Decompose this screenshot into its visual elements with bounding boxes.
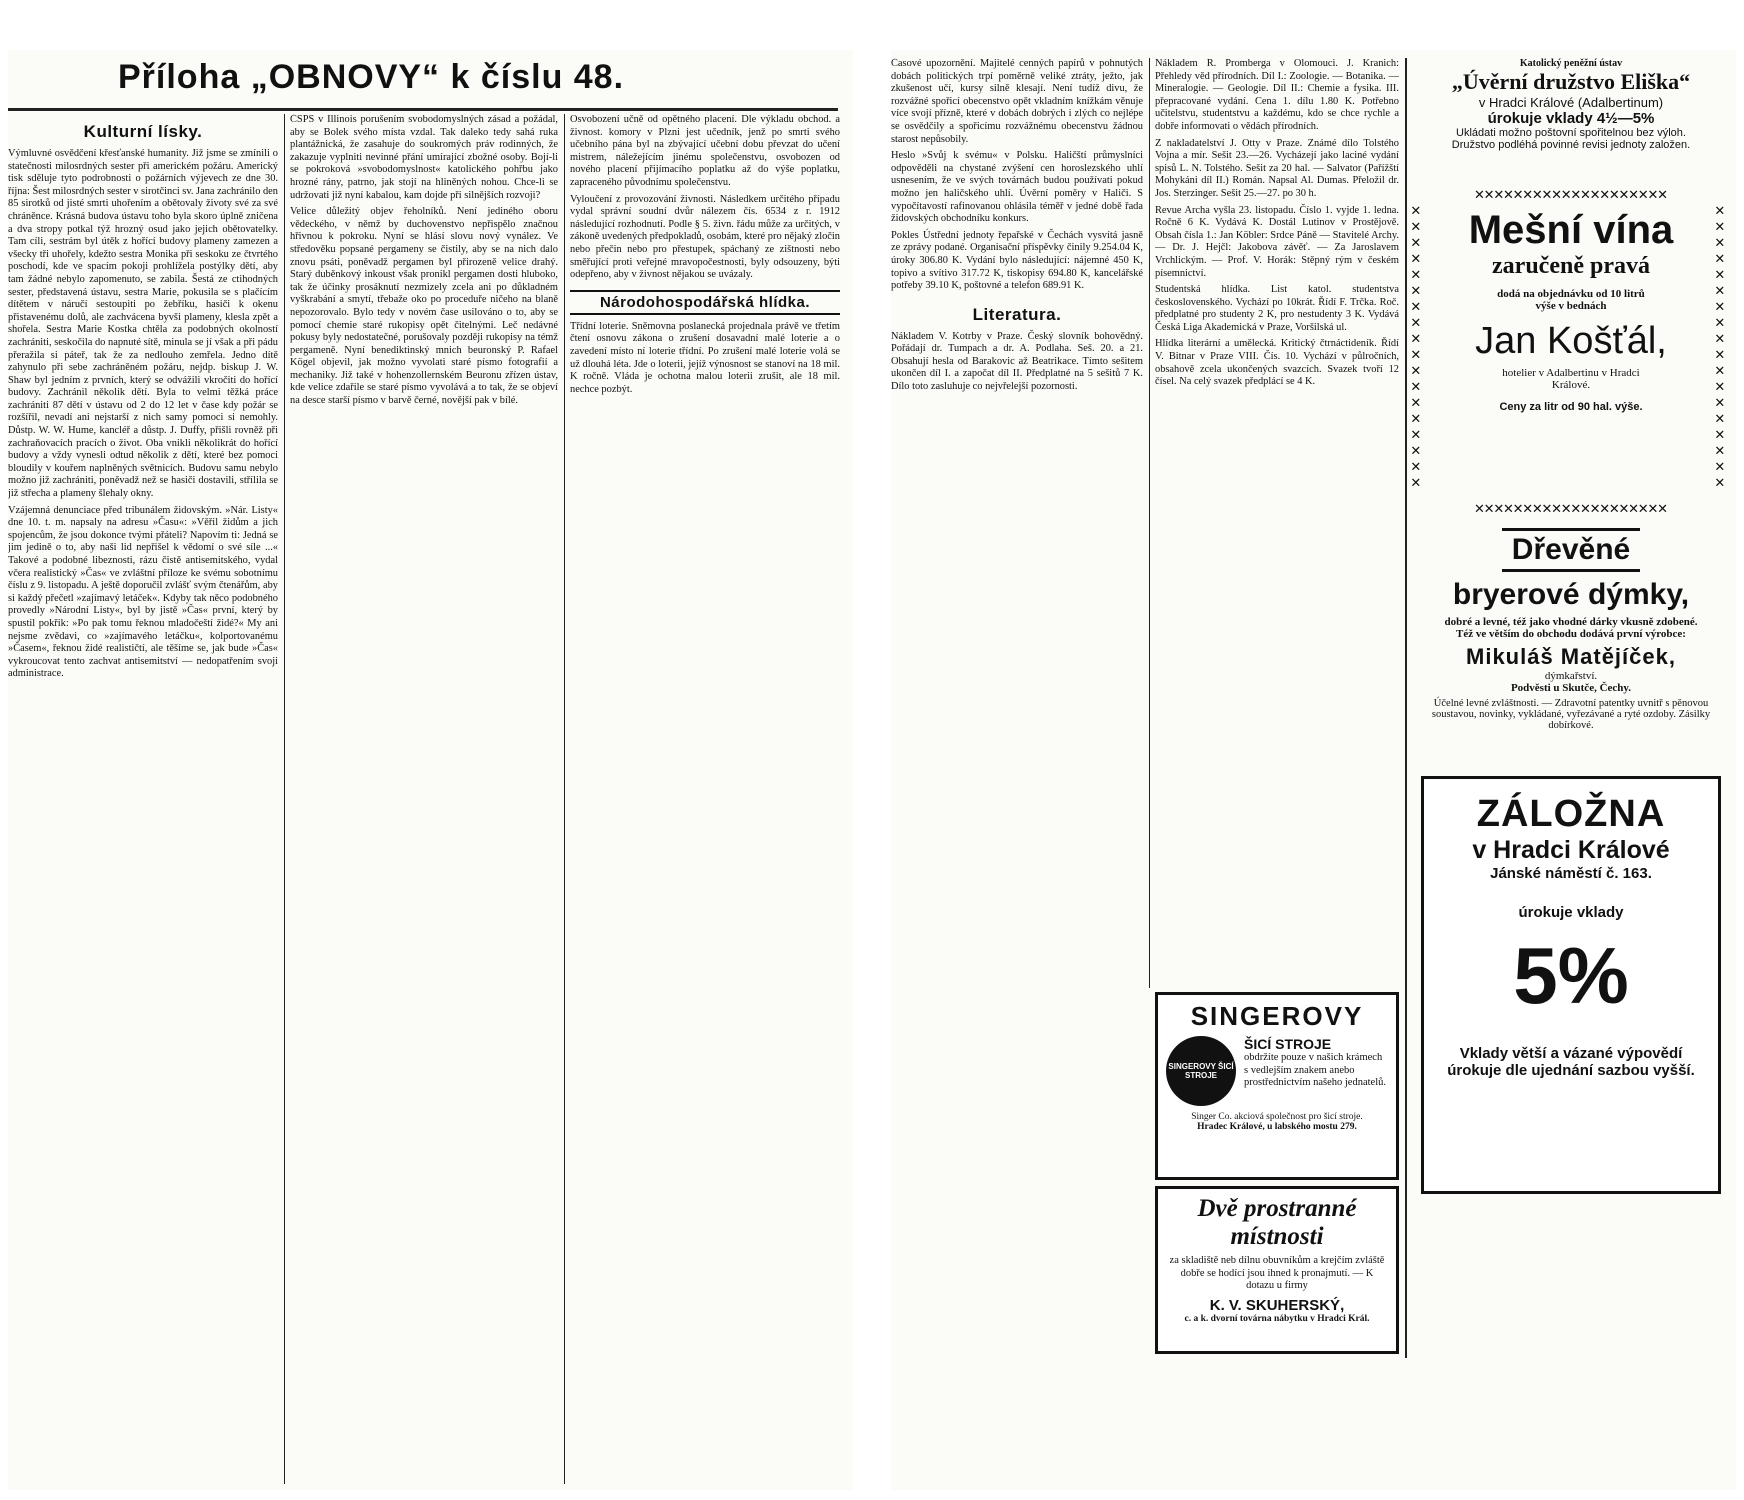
bank-subtitle: v Hradci Králové: [1472, 836, 1670, 864]
rooms-firm-footer: c. a k. dvorní továrna nábytku v Hradci Král.: [1184, 1313, 1370, 1324]
pipes-title-2: bryerové dýmky,: [1452, 578, 1690, 611]
wine-advertisement: [1411, 186, 1731, 516]
section-heading-literature: Literatura.: [972, 304, 1062, 324]
bank-title: ZÁLOŽNA: [1476, 793, 1666, 835]
left-column-1: [8, 114, 278, 1490]
decorative-border-right: ✕✕✕✕✕✕✕✕✕✕✕✕✕✕✕✕✕✕: [1715, 202, 1725, 491]
singer-footer-company: Singer Co. akciová společnost pro šicí stroje.: [1191, 1112, 1363, 1122]
article-kotrba: Nákladem V. Kotrby v Praze. Český slovník bohovědný. Pořádají dr. Tumpach a dr. A. Podlaha. Seš. 20. a 21. Obsahují hesla od Barakovic až Beatrikace. Tímto sešitem ukončen díl I. a započat díl II. Předplatné na 5 sešitů 7 K. Dílo toto zasluhuje co nejvřelejší pozornosti.: [891, 330, 1143, 393]
right-ads-column: [1411, 58, 1731, 1358]
rooms-title-2: místnosti: [1230, 1223, 1324, 1250]
article-beet-union: Pokles Ústřední jednoty řepařské v Čechách vysvítá jasně ze zprávy podané. Organisační příspěvky činily 9.254.04 K, úroky 306.80 K. Vydání bylo následující: nájemné 450 K, topivo a svítivo 317.72 K, tiskopisy 694.80 K, kancelářské potřeby 39.10 K, poštovné a telefon 689.91 K.: [891, 229, 1143, 292]
decorative-border-top: ✕✕✕✕✕✕✕✕✕✕✕✕✕✕✕✕✕✕✕✕: [1474, 186, 1668, 202]
article-bolek: ČSPS v Illinois porušením svobodomyslných zásad a požádal, aby se Bolek svého místa vzdal. Tak daleko tedy sahá ruka plantážnická, že zasahuje do soukromých práv rodinných, že zakazuje vyplniti nevinné přání umírající zbožné osoby. Bojí-li se pokroková »svobodomyslnost« katolického pohřbu jako hrozné rány, patrno, jak stojí na hliněných nohou. Chce-li se udržovati již nyní kabalou, kam dojde při silnějších rozvoji?: [290, 114, 558, 201]
eliska-name: „Úvěrní družstvo Eliška“: [1451, 69, 1691, 94]
eliska-line-5: Družstvo podléhá povinné revisi jednoty založen.: [1451, 139, 1691, 151]
article-poland: Heslo »Svůj k svému« v Polsku. Haličští průmyslníci odpověděli na chystané zvýšení cen horoslezského uhlí usnesením, že ve svých továrnách budou používati pokud možno jen haličského uhlí. Úvěrní poměry v Haliči. S vypočítavostí rafinovanou ohlásila téměř v jedné době řada židovských obchodníku konkurs.: [891, 150, 1143, 225]
article-discovery: Velice důležitý objev řeholníků. Není jediného oboru vědeckého, v němž by duchovenstvo nepřispělo značnou hřivnou k pokroku. Nyní se hlásí slovu nový vynález. Ve středověku popsané pergameny se čistily, aby se na nich dalo znovu psáti, poněvadž pergamen byl přirozeně velice drahý. Starý duběnkový inkoust však pronikl pergamen dosti hluboko, tak že účinky prosáknutí nezmizely zcela ani po důkladném vyškrabání a smytí, třebaže oko po proceduře ničeho na blaně nepozorovalo. Bylo tedy v novém čase usilováno o to, aby se pomocí chemie staré rukopisy opět čitelnými. Leč nedávné pokusy byly nedostatečné, porušovaly později rukopisy na témž pergameně. Nyní benediktinský mnich beuronský P. Rafael Kögel objevil, jak možno vyvolati staré písmo fotografií a mechaniky. Již také v hohenzollernském Beuronu zřízen ústav, kde velice zdařile se staré písmo vyvolává a to tak, že se objeví na desce starší písmo v barvě černé, novější pak v bílé.: [290, 206, 558, 407]
pipes-line-3: Podvěsti u Skutče, Čechy.: [1510, 682, 1632, 694]
column-divider: [564, 114, 565, 1484]
article-lottery: Třídní loterie. Sněmovna poslanecká projednala právě ve třetím čtení osnovu zákona o zrušení dosavadní malé loterie a o zavedení místo ní loterie třídní. Po zrušení malé loterie volá se už dlouhá léta. Jde o loterii, jejíž výnosnost se stanoví na 18 mil. K ročně. Vláda je ochotna malou loterii zrušit, ale 18 mil. nechce pozbýt.: [570, 320, 840, 395]
masthead-title: Příloha „OBNOVY“ k číslu 48.: [118, 58, 625, 96]
article-promberg: Nákladem R. Promberga v Olomouci. J. Kranich: Přehledy věd přírodních. Díl I.: Zoologie. — Botanika. — Mineralogie. — Geologie. Díl II.: Chemie a fysika. III. přepracované vydání. Cena 1. dílu 1.80 K. Potřebno učitelstvu, studentstvu a každému, kdo se chce rychle a dobře informovati o vědách přírodních.: [1155, 58, 1399, 132]
bank-line-3: Vklady větší a vázané výpovědí úrokuje dle ujednání sazbou vyšší.: [1447, 1045, 1695, 1079]
article-humanity: Výmluvné osvědčení křesťanské humanity. Již jsme se zmínili o statečnosti milosrdných sester při americkém požáru. Americký tisk sděluje tyto podrobnosti o požárních výjevech ze dne 30. října: Šest milosrdných sester v sirotčinci sv. Jana zachránilo den 85 sirotků od jisté smrti uhořením a obětovaly životy své za své chráněnce. Krásná budova ústavu toho byla skoro úplně zničena a dva stropy potkal týž hrozný osud jako jejich obětovatelky. Tam cíli, sestrám byl útěk z hořící budovy plameny zamezen a všecky tři uhořely, kdežto sestra Monika při seskoku ze čtvrtého poschodí, kde ve spacím pokoji prohlížela postýlky dětí, aby tam žádné nebylo zapomenuto, se zabila. Šestá ze ctihodných sester, představená ústavu, sestra Marie, pokusila se s plačícím dítětem v náručí sestoupiti po žebříku, hasiči k okenu přistavenému dolů, ale zachvácena byvši plameny, klesla zpět a shořela. Sestra Marie Kostka chtěla za podobných okolností zachrániti, seskočila do napnuté sítě, minula se jí však a při pádu přeražila si páteř, tak že za nedlouho zemřela. Jedno dítě zahynulo při sebe zachráněném požáru, nejdp. biskup J. W. Shaw byl jedním z prvních, který se odvážili vkročiti do hořící budovy. Zachránil několik dětí. Byla to velmi těžká práce zachrániti 87 dětí v ústavu od 2 do 12 let v čase kdy požár se rozšířil, nevadí ani nejstarší z nich samy pomoci si nemohly. Důstp. W. W. Hume, kancléř a důstp. J. Duffy, přišli rovněž při zachraňovacích pracích o život. Oba vnikli několikrát do hořící budovy a vždy vynesli odtud několik z dětí, které bez pomoci bloudily v kouřem naplněných světnicích. Budovu samu nebylo možno již zachrániti, poněvadž než se hasiči dostavili, střílila se již střecha a plameny šlehaly okny.: [8, 148, 278, 500]
wine-title: Mešní vína: [1468, 208, 1674, 252]
article-apprentice: Osvobození učně od opětného placení. Dle výkladu obchod. a živnost. komory v Plzni jest učedník, jenž po smrti svého učebního pána byl na zbývající učební dobu převzat do učení mistrem, náležejícím jinému společenstvu, osvobozen od nového placení přijímacího poplatku až do výše poplatku, zapraceného původnímu společenstvu.: [570, 114, 840, 188]
column-divider: [284, 114, 285, 1484]
right-column-1: [891, 58, 1143, 1488]
rooms-title-1: Dvě prostranné: [1197, 1195, 1357, 1222]
singer-advertisement: [1155, 992, 1399, 1180]
singer-footer-address: Hradec Králové, u labského mostu 279.: [1197, 1122, 1357, 1132]
right-column-2: [1155, 58, 1399, 988]
eliska-interest: úrokuje vklady 4½—5%: [1487, 110, 1655, 127]
wine-line-1: dodá na objednávku od 10 litrů výše v bednách: [1497, 288, 1645, 312]
singer-title: SINGEROVY: [1190, 1001, 1364, 1031]
rooms-advertisement: [1155, 1186, 1399, 1354]
article-archa: Revue Archa vyšla 23. listopadu. Číslo 1. vyjde 1. ledna. Ročně 6 K. Vydává K. Dostál Lutinov v Prostějově. Obsah čísla 1.: Jan Köbler: Srdce Páně — Stavitelé Archy. — Dr. J. Hejčl: Jakobova závěť. — Za Jaroslavem Vrchlickým. — Prof. V. Horák: Stěpný rým v českém písemnictví.: [1155, 204, 1399, 279]
column-divider: [1149, 58, 1150, 988]
bank-address: Jánské náměstí č. 163.: [1490, 865, 1652, 882]
eliska-line-4: Ukládati možno poštovní spořitelnou bez výloh.: [1456, 127, 1686, 139]
singer-subtitle: ŠICÍ STROJE: [1244, 1036, 1332, 1052]
article-otto: Z nakladatelství J. Otty v Praze. Známé dílo Tolstého Vojna a mír. Sešit 23.—26. Vycházejí jako laciné vydání spisů L. N. Tolstého. Sešit za 20 hal. — Salvator (Pařížští Mohykáni díl II.) Román. Napsal Al. Dumas. Přeložil dr. Jos. Sterzinger. Sešit 25.—27. po 30 h.: [1155, 137, 1399, 199]
wine-price: Ceny za litr od 90 hal. výše.: [1499, 401, 1643, 413]
singer-seal-icon: [1166, 1036, 1236, 1106]
wine-line-2: hotelier v Adalbertinu v Hradci Králové.: [1502, 367, 1640, 391]
decorative-border-left: ✕✕✕✕✕✕✕✕✕✕✕✕✕✕✕✕✕✕: [1411, 202, 1421, 491]
left-newspaper-page: [8, 50, 853, 1490]
right-newspaper-page: [891, 50, 1736, 1490]
singer-seal-text: SINGEROVY ŠICÍ STROJE: [1168, 1062, 1234, 1080]
wine-merchant-name: Jan Košťál,: [1475, 320, 1667, 362]
section-heading-cultural: Kulturní lísky.: [83, 122, 203, 141]
pipes-title-1: Dřevěné: [1502, 528, 1640, 572]
article-time-notice: Časové upozornění. Majitelé cenných papírů v pohnutých dobách politických trpí poměrně veliké ztráty, ježto, jak zkušenost učí, kursy silně klesají. Není tudíž divu, že rozvážné spořicí obecenstvo opět vkladním knížkám věnuje více svojí přízně, které v dobách dobrých i zlých co nejlépe se osvědčily a spořicímu rozvážnému obecenstvu žádnou starost nepůsobily.: [891, 58, 1143, 145]
ads-divider: [1405, 58, 1407, 1358]
rooms-firm-name: K. V. SKUHERSKÝ,: [1209, 1296, 1345, 1314]
pipes-line-2: dýmkařství.: [1544, 670, 1598, 682]
pipes-advertisement: [1411, 528, 1731, 768]
section-heading-economic: Národohospodářská hlídka.: [570, 290, 840, 315]
left-column-3: [570, 114, 840, 1490]
bank-line-2: úrokuje vklady: [1518, 904, 1624, 921]
article-student-watch: Studentská hlídka. List katol. studentstva československého. Vychází po 10krát. Řídí F. Trčka. Roč. předplatné pro studenty 2 K, pro nestudenty 3 K. Vydává Česká Liga Akademická v Praze, Voršilská ul.: [1155, 284, 1399, 333]
pipes-maker-name: Mikuláš Matějíček,: [1466, 644, 1676, 669]
bank-interest-rate: 5%: [1513, 931, 1629, 1020]
article-exclusion: Vyloučení z provozování živnosti. Následkem určitého případu vydal správní soudní dvůr nálezem čís. 6534 z r. 1912 následující rozhodnutí. Podle § 5. živn. řádu může za určitých, v zákoně uvedených předpokladů, osobám, které pro nějaký zločin nebo přečin nebo pro přestupek, spáchaný ze zištnosti nebo směřující proti veřejné mravopočestnosti, byly odsouzeny, býti odepřeno, aby v živnost nějakou se uvázaly.: [570, 193, 840, 281]
eliska-line-1: Katolický peněžní ústav: [1519, 58, 1623, 69]
left-column-2: [290, 114, 558, 1490]
masthead-rule: [8, 108, 838, 111]
pipes-line-1: dobré a levné, též jako vhodné dárky vkusně zdobené. Též ve větším do obchodu dodává první výrobce:: [1444, 616, 1698, 640]
singer-text: obdržíte pouze v našich krámech s vedlejším znakem anebo prostřednictvím našeho jednatelů.: [1244, 1052, 1387, 1088]
pipes-line-4: Účelné levné zvláštnosti. — Zdravotní patentky uvnitř s pěnovou soustavou, novinky, vykládané, vyřezávané a ryté ozdoby. Zásilky dobírkové.: [1431, 698, 1711, 731]
eliska-advertisement: [1411, 58, 1731, 178]
wine-subtitle: zaručeně pravá: [1492, 253, 1650, 279]
eliska-line-2: v Hradci Králové (Adalbertinum): [1478, 95, 1664, 110]
decorative-border-bottom: ✕✕✕✕✕✕✕✕✕✕✕✕✕✕✕✕✕✕✕✕: [1474, 500, 1668, 516]
article-literary-watch: Hlídka literární a umělecká. Kritický čtrnáctideník. Řídí V. Bitnar v Praze VIII. Čís. 10. Vychází v půlročních, obsahově zcela ukončených svazcích. Svazek tvoří 12 čísel. Na celý svazek předplácí se 4 K.: [1155, 338, 1399, 388]
article-denunciation: Vzájemná denunciace před tribunálem židovským. »Nár. Listy« dne 10. t. m. napsaly na adresu »Času«: »Věřil židům a jich spojencům, že jsou dokonce tvými přáteli? Napovím ti: Jedná se jim jedině o to, aby naši lid nepřišel k vědomí o své síle ...« Takové a podobné libeznosti, rázu čistě antisemitského, vydal včera realistický »Čas« ve zvláštní příloze ke svému sobotnímu číslu z 9. listopadu. A ještě doporučil zvlášť svým čtenářům, aby si každý přečetl »zajímavý letáček«. Kdyby tak něco podobného provedly »Národní Listy«, byl by jistě »Čas« první, který by spustil pokřik: »Po pak tomu řeknou mladočeští židé?« My ani nejsme zvědavi, co »zajímavého letáčku«, kolportovanému »Časem«, řeknou židé realističtí, ale těšíme se, jak bude »Čas« vykroucovat tento zachvat antisemitství — nedopatřením svoji administrace.: [8, 504, 278, 680]
rooms-text: za skladiště neb dílnu obuvníkům a krejčím zvláště dobře se hodící jsou ihned k pronajmutí. — K dotazu u firmy: [1169, 1255, 1385, 1291]
savings-bank-advertisement: [1421, 776, 1721, 1194]
